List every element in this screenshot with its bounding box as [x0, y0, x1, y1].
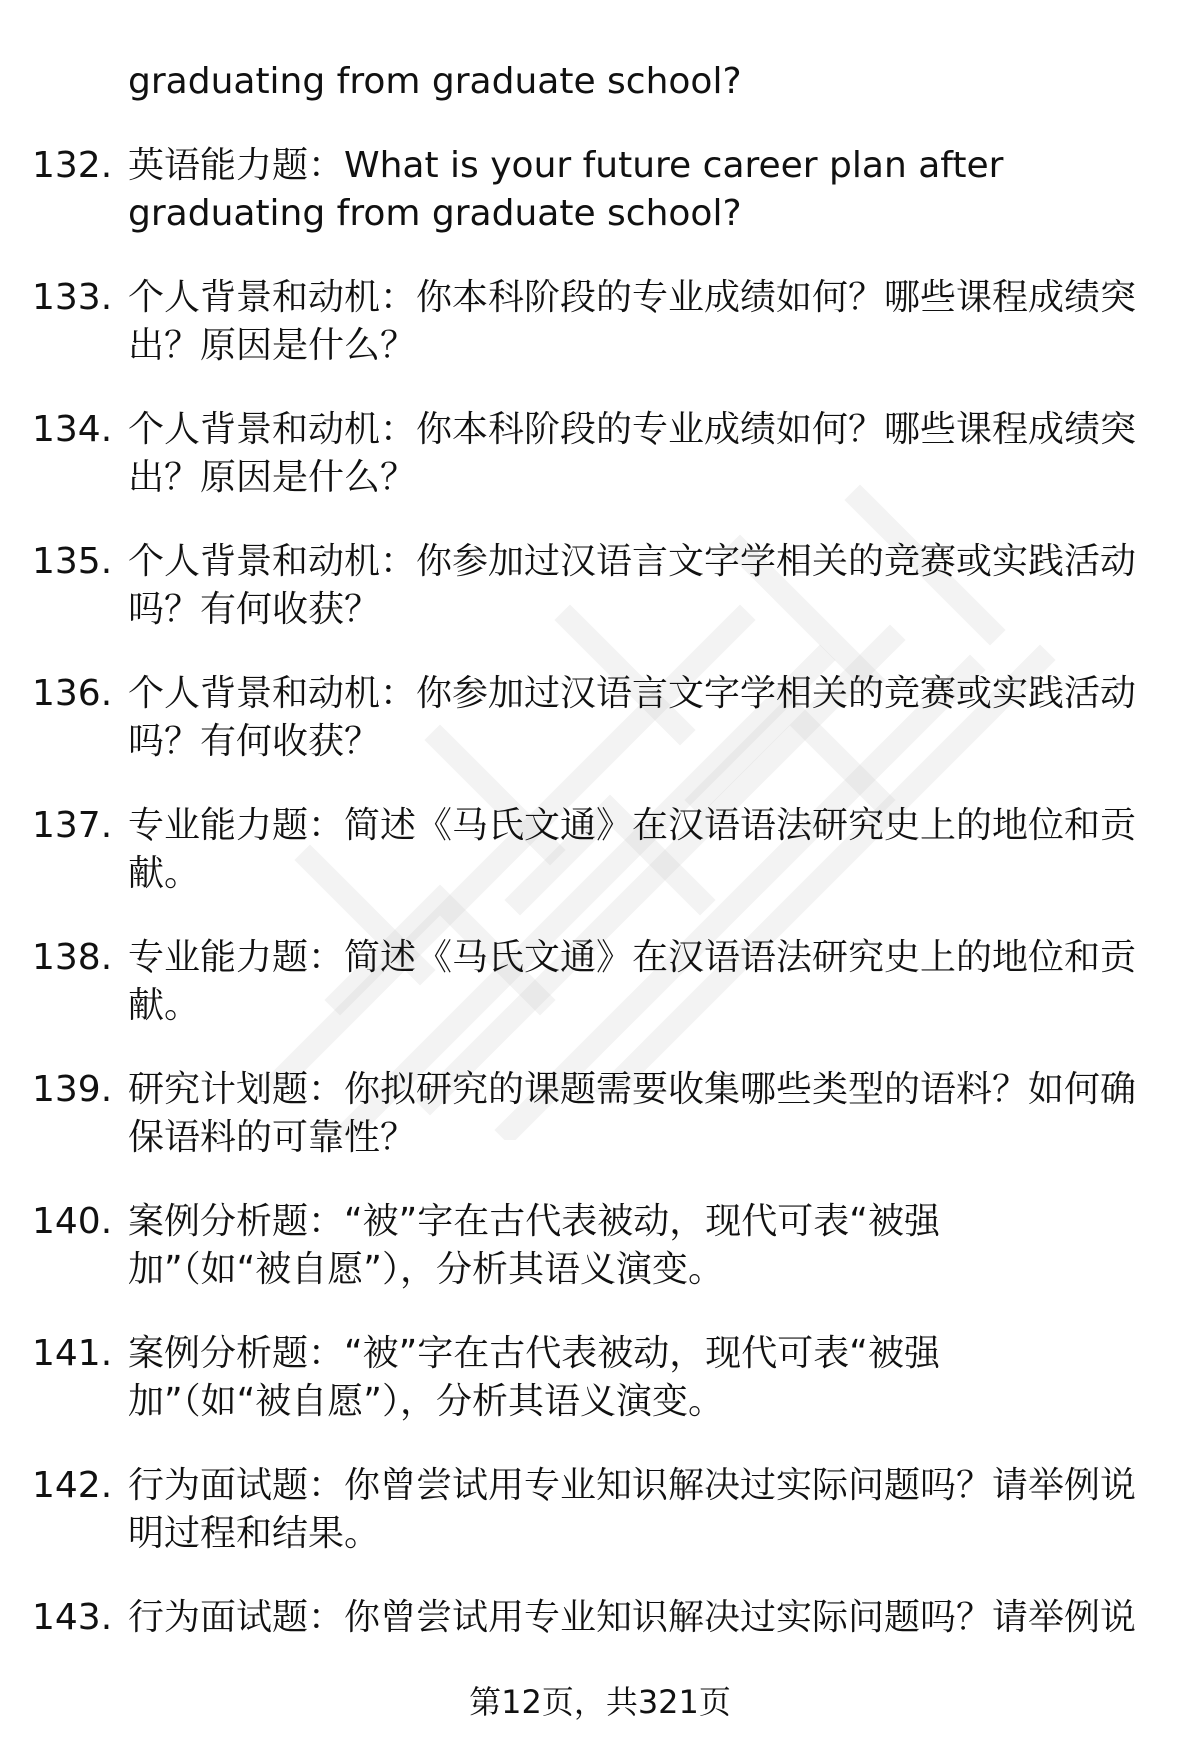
question-number: 139. — [32, 1069, 113, 1110]
question-text: 专业能力题：简述《马氏文通》在汉语语法研究史上的地位和贡 献。 — [128, 805, 1137, 894]
page-footer: 第12页，共321页 — [469, 1683, 731, 1721]
question-text: 英语能力题：What is your future career plan after graduating from graduate school? — [128, 145, 1004, 234]
question-number: 143. — [32, 1597, 113, 1638]
question-item — [0, 924, 1200, 1056]
question-number: 134. — [32, 409, 113, 450]
question-item — [0, 396, 1200, 528]
question-text: 行为面试题：你曾尝试用专业知识解决过实际问题吗？请举例说 — [128, 1597, 1137, 1638]
question-number: 132. — [32, 145, 113, 186]
question-number: 133. — [32, 277, 113, 318]
question-text: 研究计划题：你拟研究的课题需要收集哪些类型的语料？如何确 保语料的可靠性？ — [128, 1069, 1137, 1158]
question-number: 142. — [32, 1465, 113, 1506]
question-item — [0, 792, 1200, 924]
question-number: 136. — [32, 673, 113, 714]
question-item — [0, 528, 1200, 660]
question-number: 137. — [32, 805, 113, 846]
question-item — [0, 1188, 1200, 1320]
question-text: 个人背景和动机：你本科阶段的专业成绩如何？哪些课程成绩突 出？原因是什么？ — [128, 409, 1137, 498]
question-text: 案例分析题：“被”字在古代表被动，现代可表“被强 加”（如“被自愿”），分析其语义演变。 — [128, 1333, 940, 1422]
continued-question-text: graduating from graduate school? — [128, 61, 742, 102]
question-text: 专业能力题：简述《马氏文通》在汉语语法研究史上的地位和贡 献。 — [128, 937, 1137, 1026]
question-text: 行为面试题：你曾尝试用专业知识解决过实际问题吗？请举例说 明过程和结果。 — [128, 1465, 1137, 1554]
question-text: 个人背景和动机：你参加过汉语言文字学相关的竞赛或实践活动 吗？有何收获？ — [128, 673, 1137, 762]
question-number: 135. — [32, 541, 113, 582]
question-item — [0, 132, 1200, 264]
question-item — [0, 660, 1200, 792]
question-item — [0, 1320, 1200, 1452]
question-list — [0, 132, 1200, 1716]
question-number: 141. — [32, 1333, 113, 1374]
question-text: 个人背景和动机：你参加过汉语言文字学相关的竞赛或实践活动 吗？有何收获？ — [128, 541, 1137, 630]
question-text: 案例分析题：“被”字在古代表被动，现代可表“被强 加”（如“被自愿”），分析其语义演变。 — [128, 1201, 940, 1290]
question-number: 140. — [32, 1201, 113, 1242]
question-text: 个人背景和动机：你本科阶段的专业成绩如何？哪些课程成绩突 出？原因是什么？ — [128, 277, 1137, 366]
question-item — [0, 264, 1200, 396]
question-item — [0, 1452, 1200, 1584]
question-number: 138. — [32, 937, 113, 978]
question-item — [0, 1056, 1200, 1188]
